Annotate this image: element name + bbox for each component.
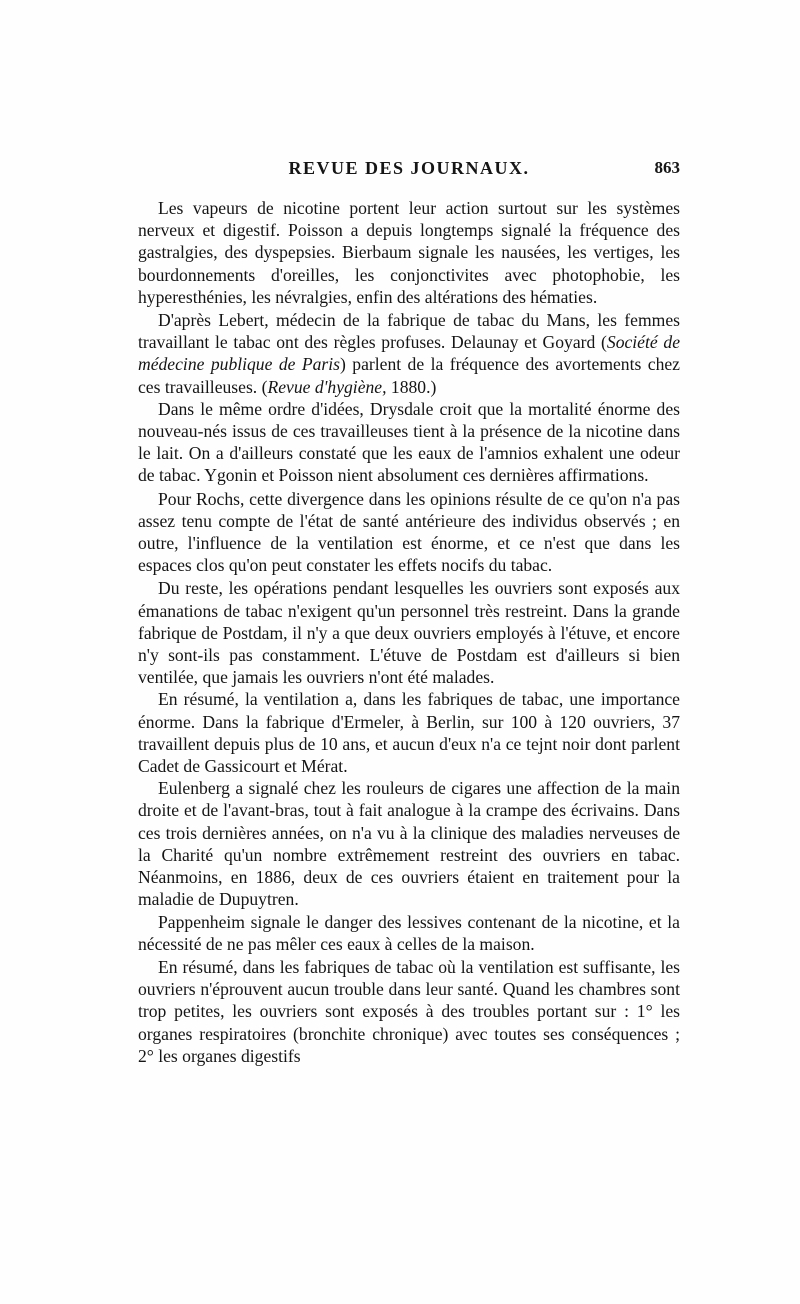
paragraph-conclusion: En résumé, dans les fabriques de tabac où la ventilation est suffisante, les ouvriers n'éprouvent aucun trouble dans leur santé. Quand les chambres sont trop petites, les ouvriers sont exposés à des troubles portant sur : 1° les organes respiratoires (bronchite chronique) avec toutes ses conséquences ; 2° les organes digestifs [138, 956, 680, 1066]
paragraph-lebert-text-2: ) parlent de la fréquence des avortements chez ces travailleuses. ( [138, 354, 680, 397]
running-title: REVUE DES JOURNAUX. [288, 158, 530, 178]
paragraph-lebert [138, 309, 680, 398]
paragraph-lebert-society-title: Société de médecine publique de Paris [138, 332, 681, 375]
paragraph-ventilation: En résumé, la ventilation a, dans les fabriques de tabac, une importance énorme. Dans la fabrique d'Ermeler, à Berlin, sur 100 à 120 ouvriers, 37 travaillent depuis plus de 10 ans, et aucun d'eux n'a ce tejnt noir dont parlent Cadet de Gassicourt et Mérat. [138, 689, 680, 777]
body-text [138, 197, 680, 1067]
paragraph-drysdale: Dans le même ordre d'idées, Drysdale croit que la mortalité énorme des nouveau-nés issus de ces travailleuses tient à la présence de la nicotine dans le lait. On a d'ailleurs constaté que les eaux de l'amnios exhalent une odeur de tabac. Ygonin et Poisson nient absolument ces dernières affirmations. [138, 398, 680, 486]
paragraph-lebert-text-1: D'après Lebert, médecin de la fabrique de tabac du Mans, les femmes travaillant le tabac ont des règles profuses. Delaunay et Goyard ( [138, 310, 680, 353]
paragraph-eulenberg: Eulenberg a signalé chez les rouleurs de cigares une affection de la main droite et de l'avant-bras, tout à fait analogue à la crampe des écrivains. Dans ces trois dernières années, on n'a vu à la clinique des maladies nerveuses de la Charité qu'un nombre extrêmement restreint des ouvriers en tabac. Néanmoins, en 1886, deux de ces ouvriers étaient en traitement pour la maladie de Dupuytren. [138, 778, 680, 910]
page-number: 863 [654, 158, 680, 177]
paragraph-operations: Du reste, les opérations pendant lesquelles les ouvriers sont exposés aux émanations de tabac n'exigent qu'un personnel très restreint. Dans la grande fabrique de Postdam, il n'y a que deux ouvriers employés à l'étuve, et encore n'y sont-ils pas constamment. L'étuve de Postdam est d'ailleurs si bien ventilée, que jamais les ouvriers n'ont été malades. [138, 578, 680, 688]
running-head [138, 158, 680, 184]
paragraph-pappenheim: Pappenheim signale le danger des lessives contenant de la nicotine, et la nécessité de ne pas mêler ces eaux à celles de la maison. [138, 911, 680, 954]
paragraph-lebert-text-3: 1880.) [386, 376, 437, 397]
paragraph-rochs: Pour Rochs, cette divergence dans les opinions résulte de ce qu'on n'a pas assez tenu compte de l'état de santé antérieure des individus observés ; en outre, l'influence de la ventilation est énorme, et ce n'est que dans les espaces clos qu'on peut constater les effets nocifs du tabac. [138, 488, 680, 576]
paragraph-nicotine-vapors: Les vapeurs de nicotine portent leur action surtout sur les systèmes nerveux et digestif. Poisson a depuis longtemps signalé la fréquence des gastralgies, des dyspepsies. Bierbaum signale les nausées, les vertiges, les bourdonnements d'oreilles, les conjonctivites avec photophobie, les hyperesthénies, les névralgies, enfin des altérations des hématies. [138, 198, 680, 307]
paragraph-lebert-revue-title: Revue d'hygiène, [267, 376, 387, 397]
